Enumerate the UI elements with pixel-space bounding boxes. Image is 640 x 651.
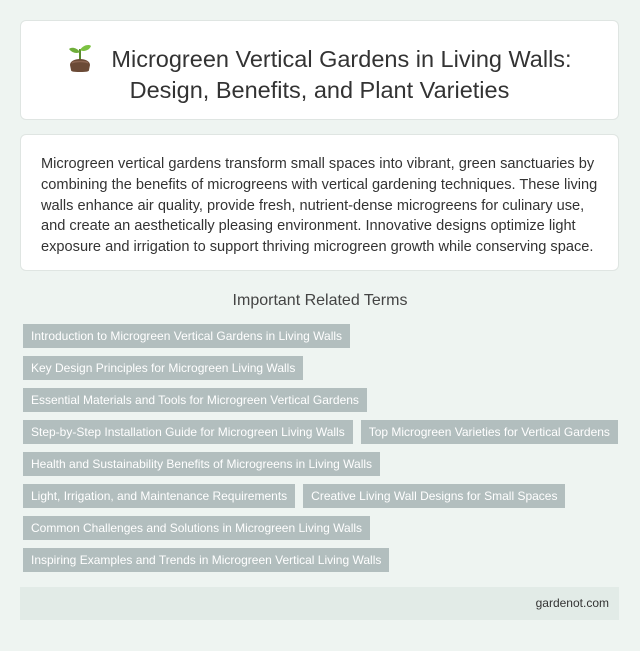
term-chip[interactable]: Health and Sustainability Benefits of Microgreens in Living Walls (23, 452, 380, 476)
page-title (21, 43, 618, 106)
title-card (20, 20, 619, 120)
term-chip[interactable]: Key Design Principles for Microgreen Living Walls (23, 356, 303, 380)
title-text-line-1: Microgreen Vertical Gardens in Living Walls: (111, 46, 572, 72)
title-line-2 (21, 75, 618, 106)
term-chip[interactable]: Essential Materials and Tools for Microgreen Vertical Gardens (23, 388, 367, 412)
term-chip[interactable]: Inspiring Examples and Trends in Microgreen Vertical Living Walls (23, 548, 389, 572)
term-chip[interactable]: Light, Irrigation, and Maintenance Requirements (23, 484, 295, 508)
footer-bar (20, 587, 619, 620)
related-terms-heading: Important Related Terms (232, 292, 408, 309)
term-chip[interactable]: Common Challenges and Solutions in Microgreen Living Walls (23, 516, 370, 540)
related-terms-list (23, 324, 623, 572)
description-text: Microgreen vertical gardens transform small spaces into vibrant, green sanctuaries by combining the benefits of microgreens with vertical gardening techniques. These living walls enhance air quality, provide fresh, nutrient-dense microgreens for culinary use, and create an aesthetically pleasing environment. Innovative designs optimize light exposure and irrigation to support thriving microgreen growth while conserving space. (41, 156, 598, 256)
description-card (20, 134, 619, 271)
title-text-line-2: Design, Benefits, and Plant Varieties (129, 77, 510, 103)
term-chip[interactable]: Creative Living Wall Designs for Small Spaces (303, 484, 565, 508)
title-line-1 (21, 43, 618, 75)
term-chip[interactable]: Step-by-Step Installation Guide for Microgreen Living Walls (23, 420, 353, 444)
sprout-icon (67, 43, 93, 73)
term-chip[interactable]: Introduction to Microgreen Vertical Gardens in Living Walls (23, 324, 350, 348)
term-chip[interactable]: Top Microgreen Varieties for Vertical Gardens (361, 420, 618, 444)
site-link[interactable]: gardenot.com (535, 596, 609, 610)
